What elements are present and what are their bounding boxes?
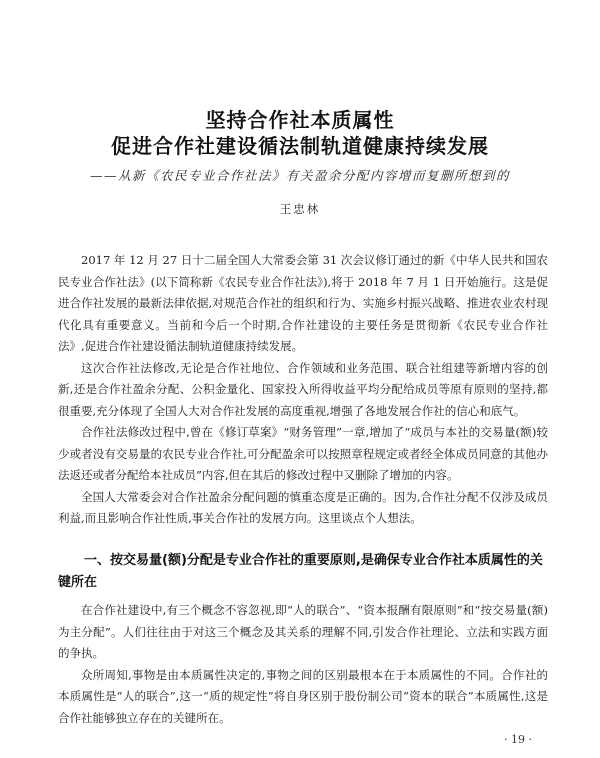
- intro-section: [58, 250, 548, 530]
- paragraph: 全国人大常委会对合作社盈余分配问题的慎重态度是正确的。因为,合作社分配不仅涉及成员利益,而且影响合作社性质,事关合作社的发展方向。这里谈点个人想法。: [58, 489, 548, 525]
- author-name: 王忠林: [279, 202, 321, 216]
- section-body: [58, 600, 548, 729]
- paragraph: 在合作社建设中,有三个概念不容忽视,即“人的联合”、“资本报酬有限原则”和“按交易量(额)为主分配”。人们往往由于对这三个概念及其关系的理解不同,引发合作社理论、立法和实践方面的争执。: [58, 603, 548, 660]
- paragraph: 这次合作社法修改,无论是合作社地位、合作领域和业务范围、联合社组建等新增内容的创新,还是合作社盈余分配、公积金量化、国家投入所得收益平均分配给成员等原有原则的坚持,都很重要,充分体现了全国人大对合作社发展的高度重视,增强了各地发展合作社的信心和底气。: [58, 360, 548, 418]
- section-heading: 一、按交易量(额)分配是专业合作社的重要原则,是确保专业合作社本质属性的关键所在: [58, 553, 543, 590]
- article-subtitle: ——从新《农民专业合作社法》有关盈余分配内容增而复删所想到的: [89, 168, 510, 183]
- paragraph: 合作社法修改过程中,曾在《修订草案》“财务管理”一章,增加了“成员与本社的交易量(额)较少或者没有交易量的农民专业合作社,可分配盈余可以按照章程规定或者经全体成员同意的其他办法返还或者分配给本社成员”内容,但在其后的修改过程中又删除了增加的内容。: [58, 425, 548, 482]
- paragraph: 2017 年 12 月 27 日十二届全国人大常委会第 31 次会议修订通过的新《中华人民共和国农民专业合作社法》(以下简称新《农民专业合作社法》),将于 2018 年 7 月 1 日开始施行。这是促进合作社发展的最新法律依据,对规范合作社的组织和行为、实施乡村振兴战略、推进农业农村现代化具有重要意义。当前和今后一个时期,合作社建设的主要任务是贯彻新《农民专业合作社法》,促进合作社建设循法制轨道健康持续发展。: [58, 253, 548, 353]
- article-title-line-1: 坚持合作社本质属性: [205, 108, 395, 132]
- page-number: · 19 ·: [504, 733, 532, 746]
- article-title-line-2: 促进合作社建设循法制轨道健康持续发展: [111, 134, 489, 158]
- paragraph: 众所周知,事物是由本质属性决定的,事物之间的区别最根本在于本质属性的不同。合作社的本质属性是“人的联合”,这一“质的规定性”将自身区别于股份制公司“资本的联合”本质属性,这是合作社能够独立存在的关键所在。: [58, 667, 548, 725]
